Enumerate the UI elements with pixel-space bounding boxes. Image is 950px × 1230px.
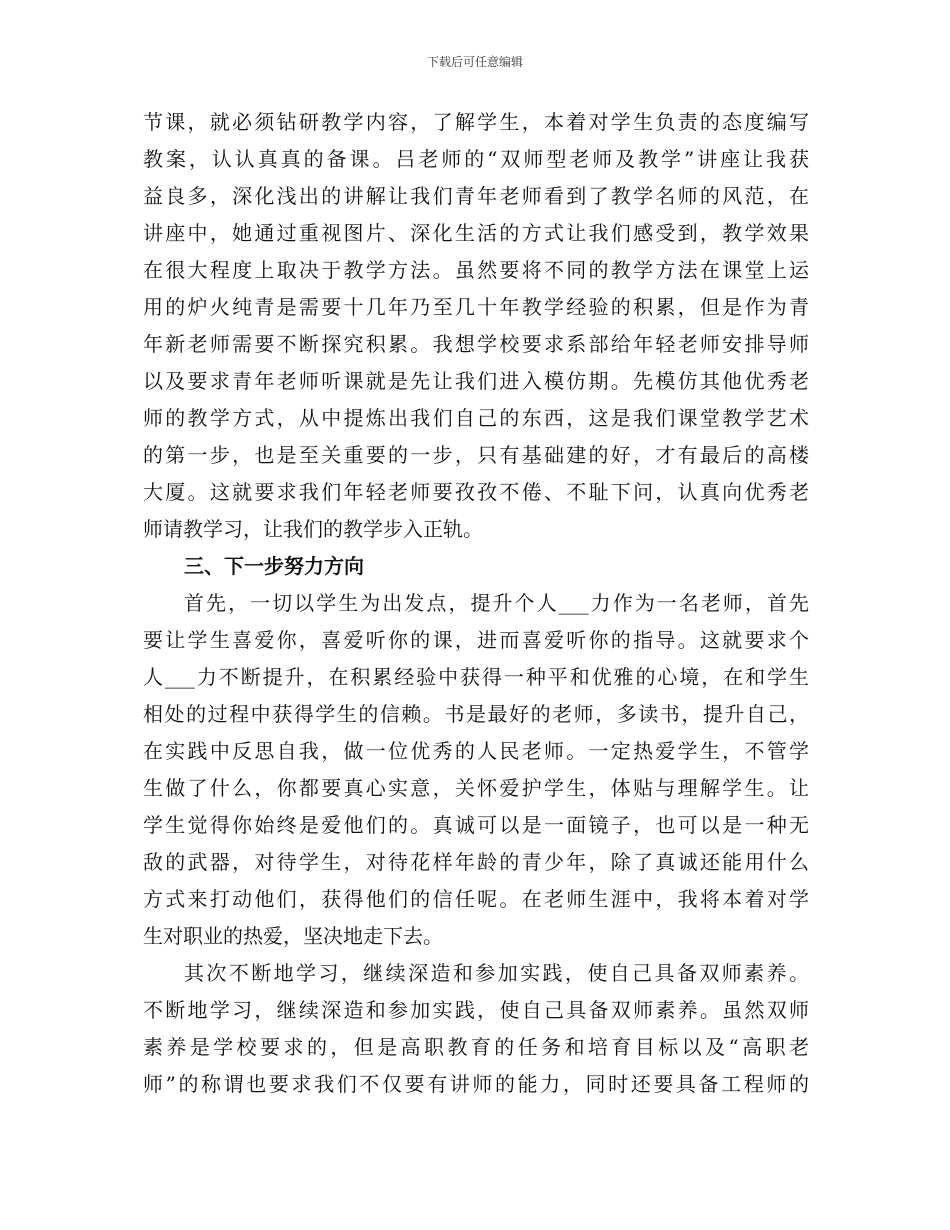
text-line: 生做了什么，你都要真心实意，关怀爱护学生，体贴与理解学生。让: [143, 776, 809, 800]
text-line: 益良多，深化浅出的讲解让我们青年老师看到了教学名师的风范，在: [143, 184, 809, 208]
page-header: 下载后可任意编辑: [426, 55, 523, 69]
text-line: 要让学生喜爱你，喜爱听你的课，进而喜爱听你的指导。这就要求个: [143, 628, 809, 652]
text-line: 相处的过程中获得学生的信赖。书是最好的老师，多读书，提升自己，: [143, 702, 809, 726]
document-body: [143, 104, 809, 1103]
text-line: 人___力不断提升，在积累经验中获得一种平和优雅的心境，在和学生: [143, 665, 809, 689]
text-line: 讲座中，她通过重视图片、深化生活的方式让我们感受到，教学效果: [143, 221, 809, 245]
text-line: 在实践中反思自我，做一位优秀的人民老师。一定热爱学生，不管学: [143, 739, 809, 763]
text-line: 其次不断地学习，继续深造和参加实践，使自己具备双师素养。: [184, 961, 809, 985]
text-line: 用的炉火纯青是需要十几年乃至几十年教学经验的积累，但是作为青: [143, 295, 809, 319]
text-line: 教案，认认真真的备课。吕老师的“双师型老师及教学”讲座让我获: [143, 147, 809, 171]
text-line: 的第一步，也是至关重要的一步，只有基础建的好，才有最后的高楼: [143, 443, 809, 467]
text-line: 素养是学校要求的，但是高职教育的任务和培育目标以及“高职老: [143, 1035, 809, 1059]
text-line: 师的教学方式，从中提炼出我们自己的东西，这是我们课堂教学艺术: [143, 406, 809, 430]
text-line: 在很大程度上取决于教学方法。虽然要将不同的教学方法在课堂上运: [143, 258, 809, 282]
text-line: 以及要求青年老师听课就是先让我们进入模仿期。先模仿其他优秀老: [143, 369, 809, 393]
text-line: 生对职业的热爱，坚决地走下去。: [143, 924, 443, 948]
text-line: 方式来打动他们，获得他们的信任呢。在老师生涯中，我将本着对学: [143, 887, 809, 911]
text-line: 不断地学习，继续深造和参加实践，使自己具备双师素养。虽然双师: [143, 998, 809, 1022]
text-line: 节课，就必须钻研教学内容，了解学生，本着对学生负责的态度编写: [143, 110, 809, 134]
text-line: 敌的武器，对待学生，对待花样年龄的青少年，除了真诚还能用什么: [143, 850, 809, 874]
text-line: 大厦。这就要求我们年轻老师要孜孜不倦、不耻下问，认真向优秀老: [143, 480, 809, 504]
text-line: 师请教学习，让我们的教学步入正轨。: [143, 517, 483, 541]
text-line: 首先，一切以学生为出发点，提升个人___力作为一名老师，首先: [184, 591, 809, 615]
text-line: 师”的称谓也要求我们不仅要有讲师的能力，同时还要具备工程师的: [143, 1072, 809, 1096]
text-line: 学生觉得你始终是爱他们的。真诚可以是一面镜子，也可以是一种无: [143, 813, 809, 837]
text-line: 年新老师需要不断探究积累。我想学校要求系部给年轻老师安排导师: [143, 332, 809, 356]
section-heading: 三、下一步努力方向: [184, 554, 364, 578]
